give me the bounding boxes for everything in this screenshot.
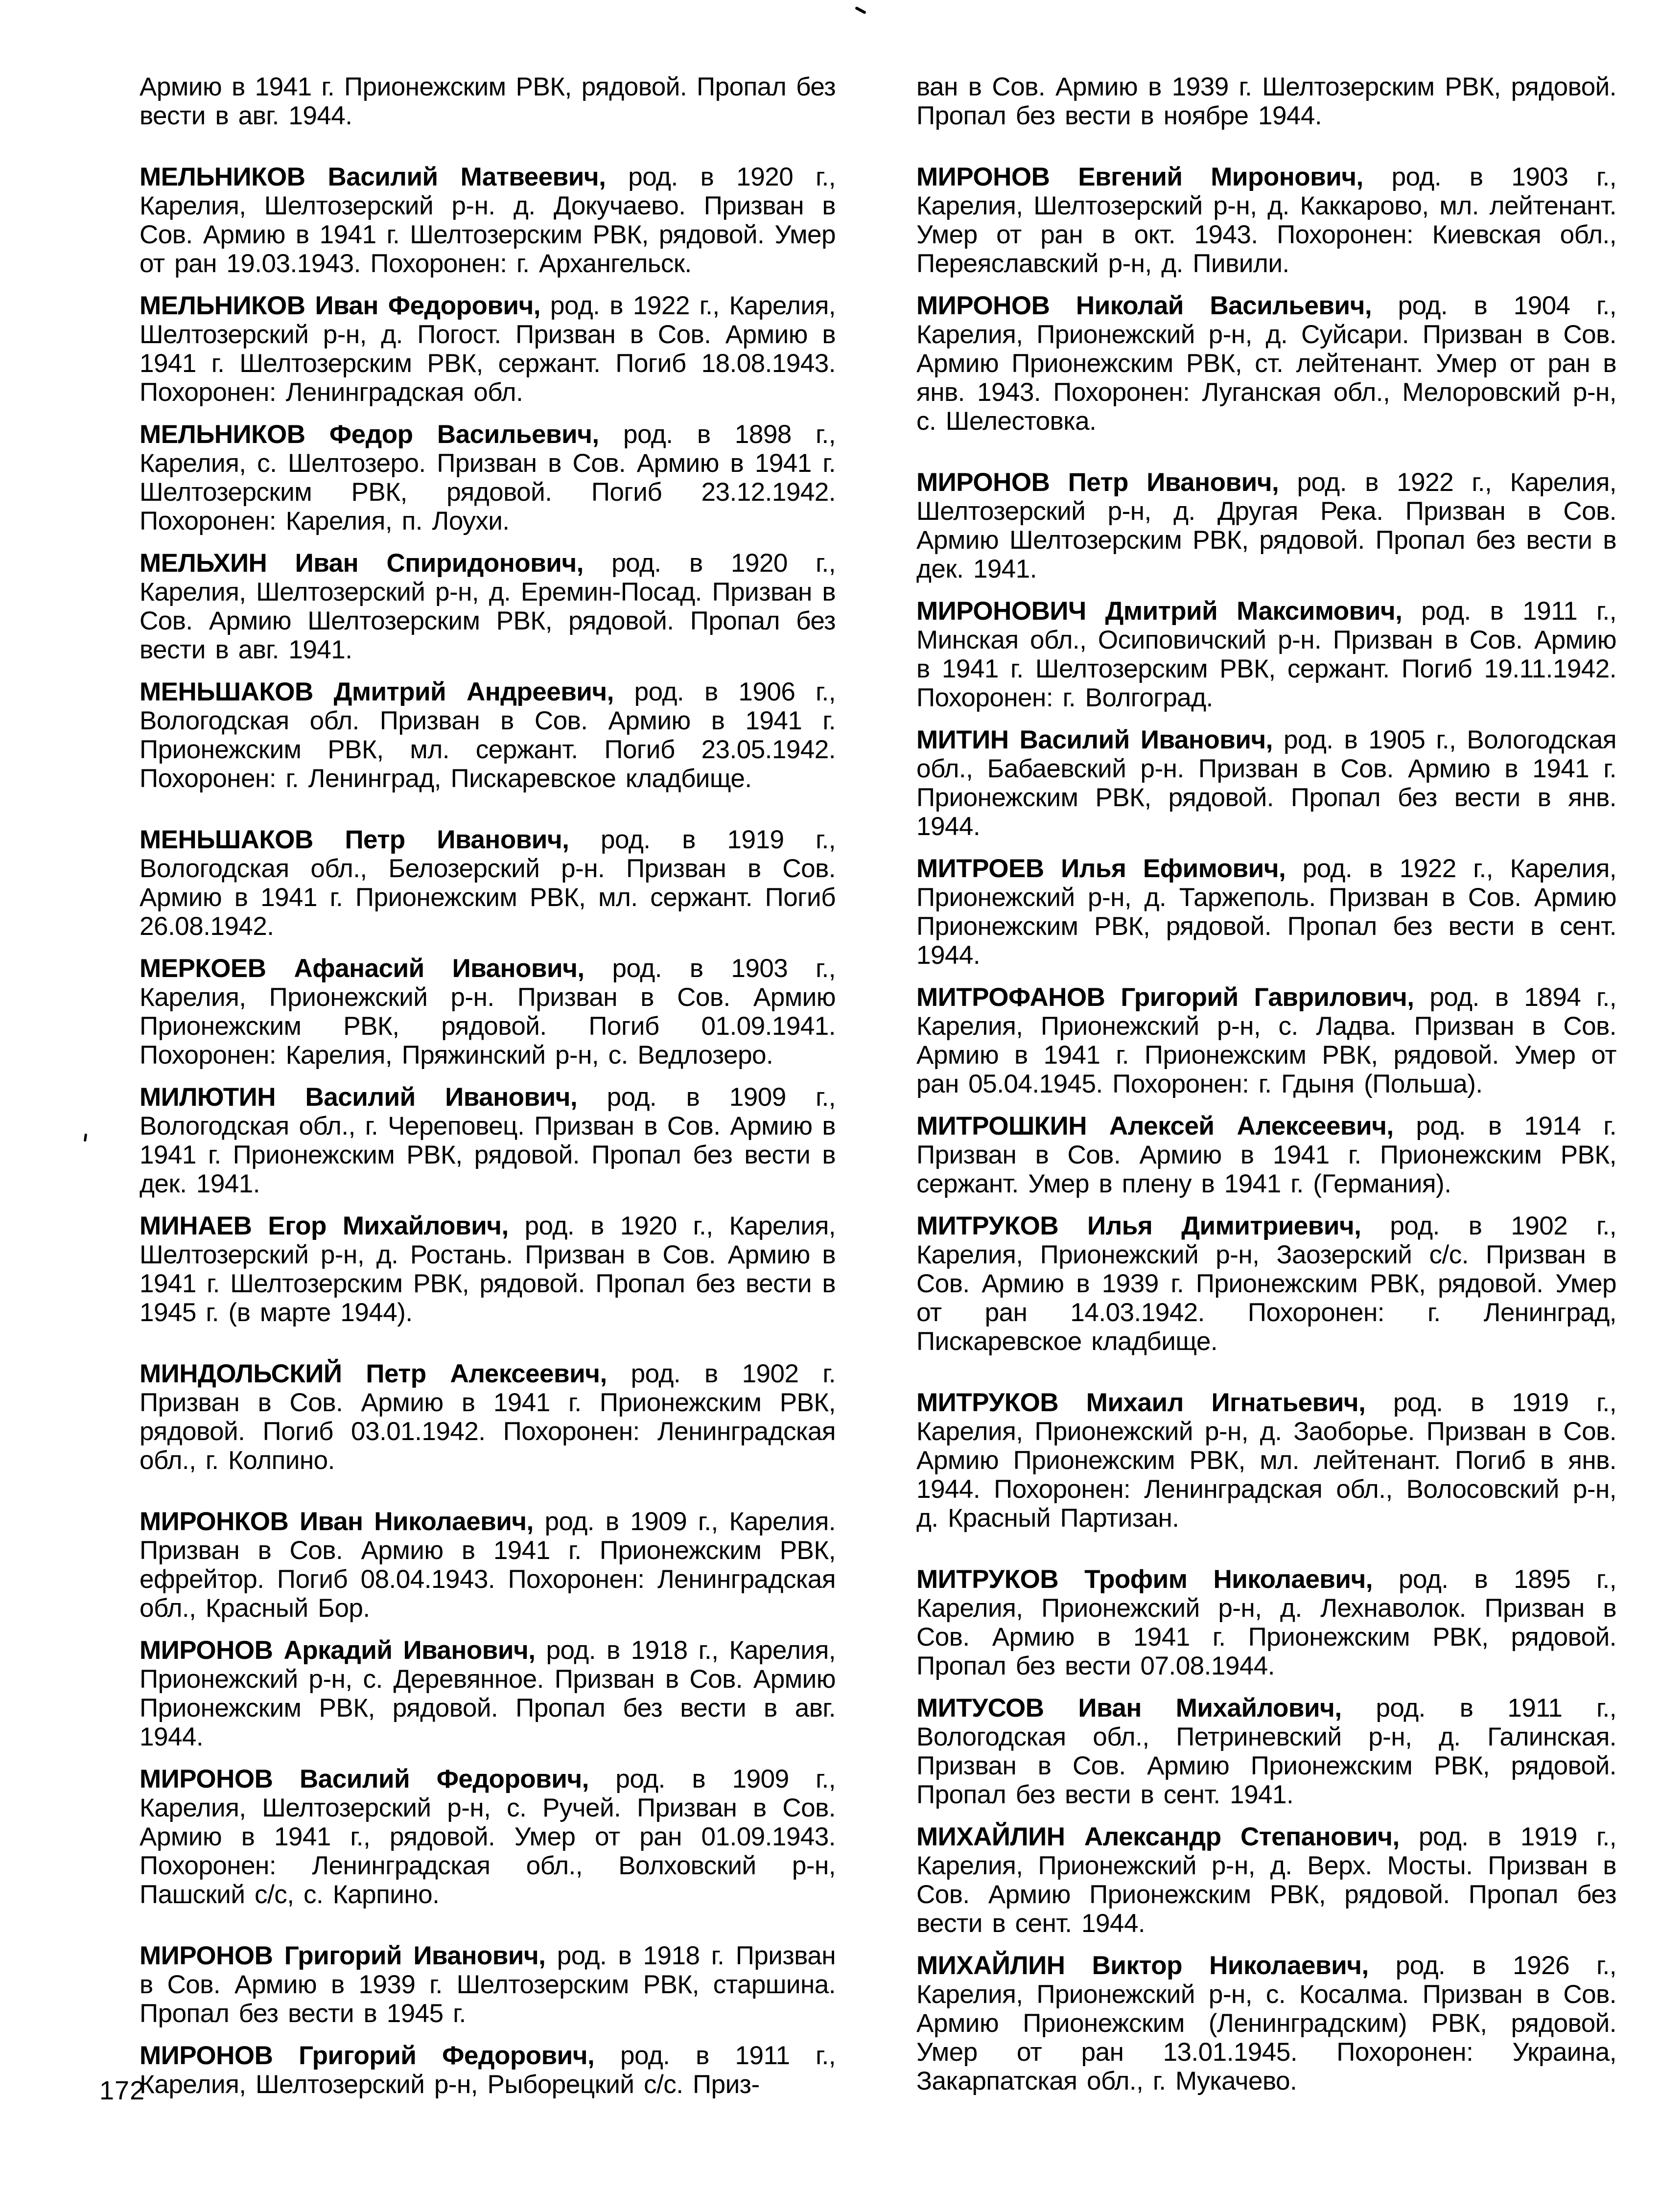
memorial-entry-continuation <box>140 72 836 130</box>
entry-details: род. в 1911 г., Вологодская обл., Петриневский р-н, д. Галинская. Призван в Сов. Армию Прионежским РВК, рядовой. Пропал без вести в сент. 1941. <box>916 1694 1616 1809</box>
entry-name: МИТРУКОВ Илья Димитриевич, <box>916 1211 1361 1240</box>
entry-details: род. в 1918 г., Карелия, Прионежский р-н, с. Деревянное. Призван в Сов. Армию Прионежским РВК, рядовой. Пропал без вести в авг. 1944. <box>140 1636 836 1751</box>
memorial-entry <box>140 163 836 278</box>
entry-details: род. в 1903 г., Карелия, Прионежский р-н. Призван в Сов. Армию Прионежским РВК, рядовой. Погиб 01.09.1941. Похоронен: Карелия, Пряжинский р-н, с. Ведлозеро. <box>140 954 836 1070</box>
entry-name: МИТРОЕВ Илья Ефимович, <box>916 854 1286 883</box>
entry-details: Армию в 1941 г. Прионежским РВК, рядовой. Пропал без вести в авг. 1944. <box>140 72 836 130</box>
memorial-entry <box>916 854 1616 970</box>
entry-name: МЕЛЬНИКОВ Василий Матвеевич, <box>140 163 606 191</box>
entry-details: род. в 1920 г., Карелия, Шелтозерский р-н, д. Ростань. Призван в Сов. Армию в 1941 г. Шелтозерским РВК, рядовой. Пропал без вести в 1945 г. (в марте 1944). <box>140 1211 836 1327</box>
memorial-entry <box>916 725 1616 841</box>
entry-name: МЕЛЬНИКОВ Федор Васильевич, <box>140 420 599 449</box>
memorial-entry <box>916 1388 1616 1533</box>
entry-name: МИТРОШКИН Алексей Алексеевич, <box>916 1112 1394 1141</box>
memorial-entry <box>916 983 1616 1098</box>
memorial-entry-continuation <box>916 72 1616 130</box>
entry-details: род. в 1911 г., Минская обл., Осиповичский р-н. Призван в Сов. Армию в 1941 г. Шелтозерским РВК, сержант. Погиб 19.11.1942. Похоронен: г. Волгоград. <box>916 597 1616 712</box>
entry-details: род. в 1919 г., Карелия, Прионежский р-н, д. Верх. Мосты. Призван в Сов. Армию Прионежским РВК, рядовой. Пропал без вести в сент. 1944. <box>916 1822 1616 1938</box>
memorial-entry <box>916 163 1616 278</box>
entry-details: род. в 1905 г., Вологодская обл., Бабаевский р-н. Призван в Сов. Армию в 1941 г. Прионежским РВК, рядовой. Пропал без вести в янв. 1944. <box>916 725 1616 841</box>
entry-name: МИРОНОВ Григорий Федорович, <box>140 2041 595 2070</box>
entry-name: МИТУСОВ Иван Михайлович, <box>916 1694 1342 1723</box>
entry-details: род. в 1902 г., Карелия, Прионежский р-н, Заозерский с/с. Призван в Сов. Армию в 1939 г. Прионежским РВК, рядовой. Умер от ран 14.03.1942. Похоронен: г. Ленинград, Пискаревское кладбище. <box>916 1211 1616 1356</box>
memorial-entry <box>916 1694 1616 1809</box>
entry-name: МЕНЬШАКОВ Петр Иванович, <box>140 825 569 854</box>
entry-name: МИТРОФАНОВ Григорий Гаврилович, <box>916 983 1414 1012</box>
memorial-entry <box>916 597 1616 712</box>
memorial-entry <box>140 954 836 1070</box>
page-number: 172 <box>99 2076 145 2105</box>
memorial-entry <box>140 549 836 664</box>
entry-details: род. в 1894 г., Карелия, Прионежский р-н, с. Ладва. Призван в Сов. Армию в 1941 г. Прионежским РВК, рядовой. Умер от ран 05.04.1945. Похоронен: г. Гдыня (Польша). <box>916 983 1616 1098</box>
memorial-entry <box>140 1359 836 1475</box>
entry-details: род. в 1922 г., Карелия, Шелтозерский р-н, д. Погост. Призван в Сов. Армию в 1941 г. Шелтозерским РВК, сержант. Погиб 18.08.1943. Похоронен: Ленинградская обл. <box>140 291 836 407</box>
entry-details: род. в 1906 г., Вологодская обл. Призван в Сов. Армию в 1941 г. Прионежским РВК, мл. сержант. Погиб 23.05.1942. Похоронен: г. Ленинград, Пискаревское кладбище. <box>140 677 836 793</box>
entry-details: род. в 1909 г., Карелия. Призван в Сов. Армию в 1941 г. Прионежским РВК, ефрейтор. Погиб 08.04.1943. Похоронен: Ленинградская обл., Красный Бор. <box>140 1507 836 1623</box>
entry-name: МИРОНОВ Аркадий Иванович, <box>140 1636 536 1665</box>
entry-details: род. в 1909 г., Карелия, Шелтозерский р-н, с. Ручей. Призван в Сов. Армию в 1941 г., рядовой. Умер от ран 01.09.1943. Похоронен: Ленинградская обл., Волховский р-н, Пашский с/с, с. Карпино. <box>140 1765 836 1909</box>
entry-name: МИХАЙЛИН Александр Степанович, <box>916 1822 1400 1851</box>
text-column-left <box>140 72 836 2099</box>
entry-details: род. в 1909 г., Вологодская обл., г. Череповец. Призван в Сов. Армию в 1941 г. Прионежским РВК, рядовой. Пропал без вести в дек. 1941. <box>140 1083 836 1198</box>
entry-name: МИТРУКОВ Михаил Игнатьевич, <box>916 1388 1366 1417</box>
entry-name: МИТИН Василий Иванович, <box>916 725 1273 754</box>
memorial-entry <box>140 825 836 941</box>
entry-name: МЕНЬШАКОВ Дмитрий Андреевич, <box>140 677 614 706</box>
memorial-entry <box>140 291 836 407</box>
entry-details: род. в 1911 г., Карелия, Шелтозерский р-н, Рыборецкий с/с. Приз- <box>140 2041 836 2099</box>
entry-details: род. в 1919 г., Карелия, Прионежский р-н, д. Заоборье. Призван в Сов. Армию Прионежским РВК, мл. лейтенант. Погиб в янв. 1944. Похоронен: Ленинградская обл., Волосовский р-н, д. Красный Партизан. <box>916 1388 1616 1533</box>
entry-name: МИНДОЛЬСКИЙ Петр Алексеевич, <box>140 1359 607 1388</box>
entry-details: род. в 1898 г., Карелия, с. Шелтозеро. Призван в Сов. Армию в 1941 г. Шелтозерским РВК, рядовой. Погиб 23.12.1942. Похоронен: Карелия, п. Лоухи. <box>140 420 836 536</box>
memorial-entry <box>916 1211 1616 1356</box>
text-column-right <box>916 72 1616 2096</box>
entry-name: МИХАЙЛИН Виктор Николаевич, <box>916 1951 1369 1980</box>
entry-details: род. в 1903 г., Карелия, Шелтозерский р-н, д. Каккарово, мл. лейтенант. Умер от ран в окт. 1943. Похоронен: Киевская обл., Переяславский р-н, д. Пивили. <box>916 163 1616 278</box>
memorial-entry <box>140 1941 836 2028</box>
entry-name: МИРОНКОВ Иван Николаевич, <box>140 1507 534 1536</box>
memorial-entry <box>916 1112 1616 1198</box>
entry-name: МИРОНОВ Евгений Миронович, <box>916 163 1363 191</box>
memorial-entry <box>916 1951 1616 2096</box>
entry-details: род. в 1918 г. Призван в Сов. Армию в 1939 г. Шелтозерским РВК, старшина. Пропал без вести в 1945 г. <box>140 1941 836 2028</box>
entry-name: МЕЛЬХИН Иван Спиридонович, <box>140 549 584 578</box>
entry-details: ван в Сов. Армию в 1939 г. Шелтозерским РВК, рядовой. Пропал без вести в ноябре 1944. <box>916 72 1616 130</box>
entry-details: род. в 1902 г. Призван в Сов. Армию в 1941 г. Прионежским РВК, рядовой. Погиб 03.01.1942. Похоронен: Ленинградская обл., г. Колпино. <box>140 1359 836 1475</box>
entry-name: МИРОНОВ Петр Иванович, <box>916 468 1279 497</box>
entry-name: МИРОНОВИЧ Дмитрий Максимович, <box>916 597 1403 626</box>
entry-details: род. в 1920 г., Карелия, Шелтозерский р-н. д. Докучаево. Призван в Сов. Армию в 1941 г. Шелтозерским РВК, рядовой. Умер от ран 19.03.1943. Похоронен: г. Архангельск. <box>140 163 836 278</box>
memorial-entry <box>916 1565 1616 1680</box>
memorial-entry <box>916 291 1616 436</box>
entry-details: род. в 1926 г., Карелия, Прионежский р-н, с. Косалма. Призван в Сов. Армию Прионежским (Ленинградским) РВК, рядовой. Умер от ран 13.01.1945. Похоронен: Украина, Закарпатская обл., г. Мукачево. <box>916 1951 1616 2096</box>
entry-name: МИЛЮТИН Василий Иванович, <box>140 1083 578 1112</box>
entry-details: род. в 1904 г., Карелия, Прионежский р-н, д. Суйсари. Призван в Сов. Армию Прионежским РВК, ст. лейтенант. Умер от ран в янв. 1943. Похоронен: Луганская обл., Мелоровский р-н, с. Шелестовка. <box>916 291 1616 436</box>
entry-name: МИТРУКОВ Трофим Николаевич, <box>916 1565 1373 1594</box>
entry-details: род. в 1920 г., Карелия, Шелтозерский р-н, д. Еремин-Посад. Призван в Сов. Армию Шелтозерским РВК, рядовой. Пропал без вести в авг. 1941. <box>140 549 836 664</box>
memorial-entry <box>916 1822 1616 1938</box>
entry-details: род. в 1922 г., Карелия, Шелтозерский р-н, д. Другая Река. Призван в Сов. Армию Шелтозерским РВК, рядовой. Пропал без вести в дек. 1941. <box>916 468 1616 583</box>
memorial-entry <box>140 1507 836 1623</box>
memorial-entry <box>140 420 836 536</box>
scan-speck-left-margin <box>84 1134 87 1142</box>
entry-details: род. в 1914 г. Призван в Сов. Армию в 1941 г. Прионежским РВК, сержант. Умер в плену в 1941 г. (Германия). <box>916 1112 1616 1198</box>
memorial-entry <box>140 1083 836 1198</box>
memorial-entry <box>140 2041 836 2099</box>
entry-details: род. в 1922 г., Карелия, Прионежский р-н, д. Таржеполь. Призван в Сов. Армию Прионежским РВК, рядовой. Пропал без вести в сент. 1944. <box>916 854 1617 970</box>
entry-name: МИНАЕВ Егор Михайлович, <box>140 1211 509 1240</box>
entry-name: МИРОНОВ Василий Федорович, <box>140 1765 589 1793</box>
entry-details: род. в 1895 г., Карелия, Прионежский р-н, д. Лехнаволок. Призван в Сов. Армию в 1941 г. Прионежским РВК, рядовой. Пропал без вести 07.08.1944. <box>916 1565 1616 1680</box>
entry-name: МИРОНОВ Николай Васильевич, <box>916 291 1372 320</box>
entry-name: МЕЛЬНИКОВ Иван Федорович, <box>140 291 540 320</box>
memorial-entry <box>140 1765 836 1909</box>
entry-name: МИРОНОВ Григорий Иванович, <box>140 1941 546 1970</box>
entry-name: МЕРКОЕВ Афанасий Иванович, <box>140 954 585 983</box>
scan-speck-top-center <box>855 6 866 15</box>
memorial-entry <box>140 677 836 793</box>
memorial-entry <box>916 468 1616 583</box>
memorial-entry <box>140 1636 836 1751</box>
entry-details: род. в 1919 г., Вологодская обл., Белозерский р-н. Призван в Сов. Армию в 1941 г. Прионежским РВК, мл. сержант. Погиб 26.08.1942. <box>140 825 836 941</box>
memorial-entry <box>140 1211 836 1327</box>
